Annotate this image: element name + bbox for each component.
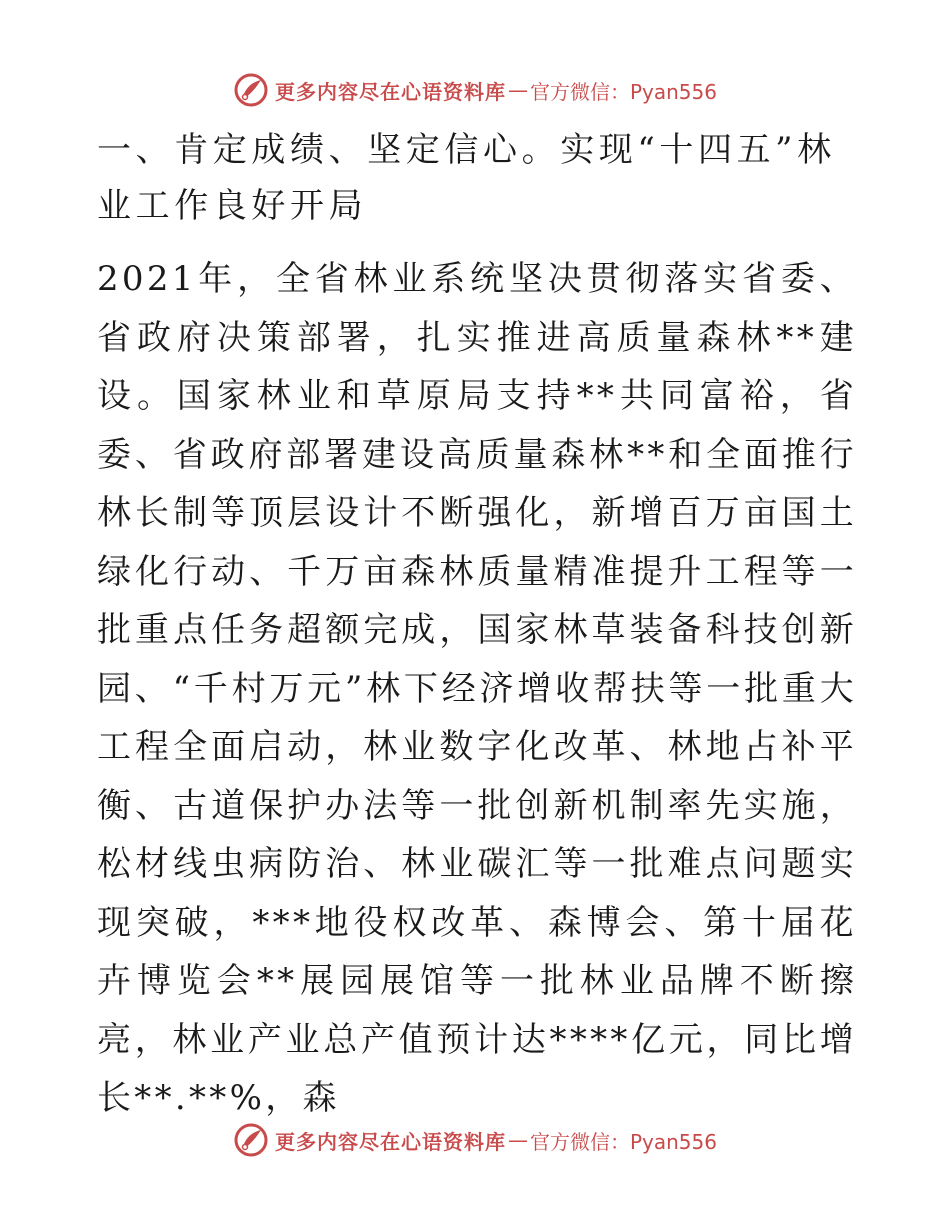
section-heading: 一、肯定成绩、坚定信心。实现“十四五”林业工作良好开局	[97, 130, 836, 226]
body-paragraph: 2021年，全省林业系统坚决贯彻落实省委、省政府决策部署，扎实推进高质量森林**建设。国家林业和草原局支持**共同富裕，省委、省政府部署建设高质量森林**和全面推行林长制等顶层设计不断强化，新增百万亩国土绿化行动、千万亩森林质量精准提升工程等一批重点任务超额完成，国家林草装备科技创新园、“千村万元”林下经济增收帮扶等一批重大工程全面启动，林业数字化改革、林地占补平衡、古道保护办法等一批创新机制率先实施，松材线虫病防治、林业碳汇等一批难点问题实现突破，***地役权改革、森博会、第十届花卉博览会**展园展馆等一批林业品牌不断擦亮，林业产业总产值预计达****亿元，同比增长**.**%，森	[97, 259, 857, 1118]
watermark-banner-bottom	[0, 1120, 950, 1160]
watermark-wechat-text: 官方微信：Pyan556	[529, 79, 717, 104]
watermark-banner-top	[0, 70, 950, 110]
watermark-wechat-text: 官方微信：Pyan556	[529, 1129, 717, 1154]
watermark-separator: —	[507, 78, 528, 102]
brush-logo-icon	[233, 1122, 269, 1158]
brush-logo-icon	[233, 72, 269, 108]
watermark-separator: —	[507, 1128, 528, 1152]
watermark-library-text: 更多内容尽在心语资料库	[274, 79, 506, 104]
watermark-library-text: 更多内容尽在心语资料库	[274, 1129, 506, 1154]
